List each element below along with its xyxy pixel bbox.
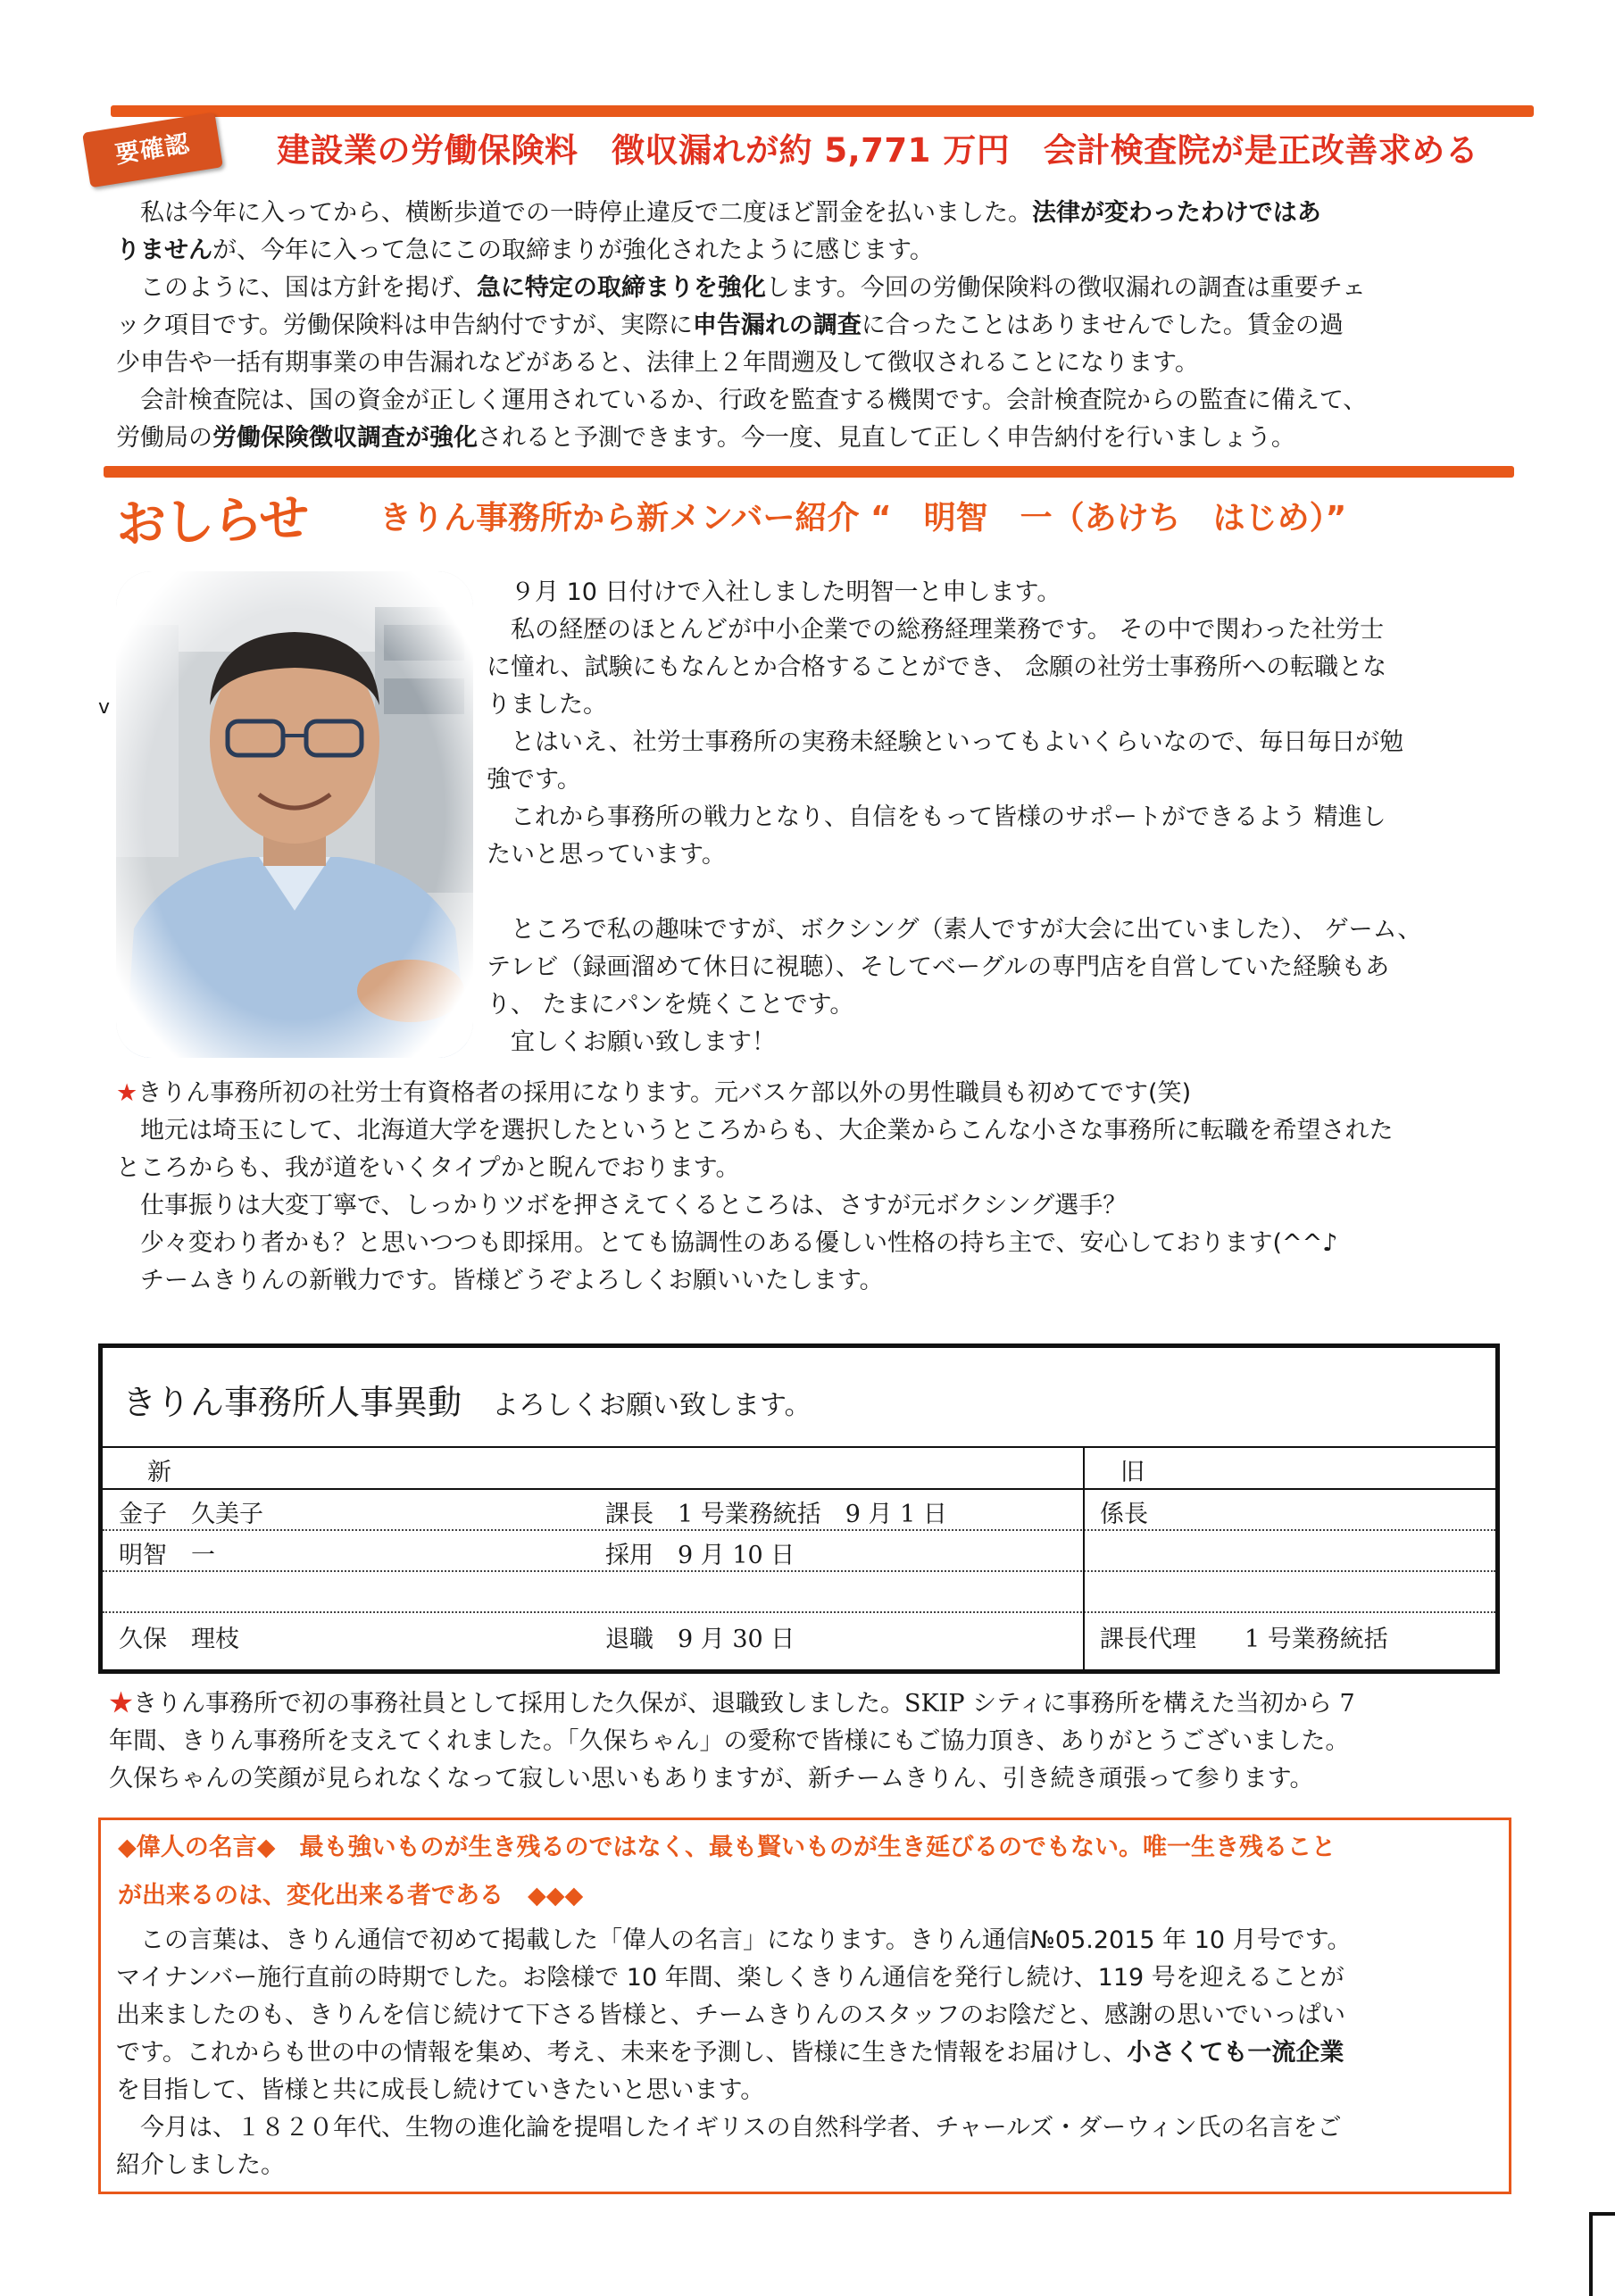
row-name: 明智 一 <box>119 1542 215 1569</box>
page-corner-mark <box>1589 2212 1615 2296</box>
intro-line: 宜しくお願い致します！ <box>487 1028 776 1056</box>
comment-line: 少々変わり者かも？と思いつつも即採用。とても協調性のある優しい性格の持ち主で、安心しております(^^♪ <box>116 1229 1338 1257</box>
intro-line: 強です。 <box>487 766 581 794</box>
personnel-changes-table <box>98 1343 1500 1674</box>
article-line: 私は今年に入ってから、横断歩道での一時停止違反で二度ほど罰金を払いました。法律が変わったわけではあ <box>116 199 1321 227</box>
confirm-tag-label: 要確認 <box>113 129 192 170</box>
quote-line: 出来ましたのも、きりんを信じ続けて下さる皆様と、チームきりんのスタッフのお陰だと、感謝の思いでいっぱい <box>116 2001 1345 2029</box>
article-line: 少申告や一括有期事業の申告漏れなどがあると、法律上２年間遡及して徴収されることになります。 <box>116 349 1199 377</box>
intro-line: ９月 10 日付けで入社しました明智一と申します。 <box>487 578 1061 606</box>
quote-line: 紹介しました。 <box>116 2151 285 2179</box>
comment-line: 地元は埼玉にして、北海道大学を選択したというところからも、大企業からこんな小さな事務所に転職を希望された <box>116 1117 1394 1144</box>
intro-line: ところで私の趣味ですが、ボクシング（素人ですが大会に出ていました）、 ゲーム、 <box>487 916 1422 944</box>
article-line: 労働局の労働保険徴収調査が強化されると予測できます。今一度、見直して正しく申告納付を行いましょう。 <box>116 424 1295 452</box>
quote-body <box>116 1922 1509 2184</box>
row-new-role: 課長 1 号業務統括 9 月 1 日 <box>605 1501 947 1528</box>
intro-line: たいと思っています。 <box>487 841 726 869</box>
insurance-article <box>116 195 1518 457</box>
row-old-role: 係長 <box>1100 1501 1148 1528</box>
quote-heading <box>118 1824 1511 1920</box>
star-icon: ★ <box>109 1690 133 1718</box>
retirement-note <box>109 1685 1519 1798</box>
star-icon: ★ <box>116 1079 138 1107</box>
row-name: 久保 理枝 <box>119 1626 239 1653</box>
quote-line: この言葉は、きりん通信で初めて掲載した「偉人の名言」になります。きりん通信№05.2015 年 10 月号です。 <box>116 1926 1352 1954</box>
intro-line <box>487 874 1522 911</box>
table-title-sub: よろしくお願い致します。 <box>492 1390 812 1421</box>
article-line: ック項目です。労働保険料は申告納付ですが、実際に申告漏れの調査に合ったことはありませんでした。賃金の過 <box>116 312 1344 339</box>
article-line: このように、国は方針を掲げ、急に特定の取締まりを強化します。今回の労働保険料の徴収漏れの調査は重要チェ <box>116 274 1366 302</box>
headline-new-member: きりん事務所から新メンバー紹介 “ 明智 一（あけち はじめ）” <box>379 500 1347 537</box>
article-line: りませんが、今年に入って急にこの取締まりが強化されたように感じます。 <box>116 237 934 264</box>
quote-line: です。これからも世の中の情報を集め、考え、未来を予測し、皆様に生きた情報をお届けし、小さくても一流企業 <box>116 2039 1344 2067</box>
intro-line: り、 たまにパンを焼くことです。 <box>487 991 854 1019</box>
quote-line: マイナンバー施行直前の時期でした。お陰様で 10 年間、楽しくきりん通信を発行し続け、119 号を迎えることが <box>116 1964 1344 1992</box>
intro-line: これから事務所の戦力となり、自信をもって皆様のサポートができるよう 精進し <box>487 803 1386 831</box>
comment-line: 仕事振りは大変丁寧で、しっかりツボを押さえてくるところは、さすが元ボクシング選手？ <box>116 1192 1128 1219</box>
stray-mark: v <box>98 696 111 719</box>
header-new: 新 <box>147 1459 171 1486</box>
article-line: 会計検査院は、国の資金が正しく運用されているか、行政を監査する機関です。会計検査院からの監査に備えて、 <box>116 387 1368 414</box>
confirm-tag <box>82 112 223 188</box>
comment-line: ★きりん事務所初の社労士有資格者の採用になります。元バスケ部以外の男性職員も初めてです(笑) <box>116 1079 1192 1107</box>
quote-heading-line: が出来るのは、変化出来る者である ◆◆◆ <box>118 1882 584 1909</box>
staff-comment <box>116 1075 1527 1300</box>
retire-line: 年間、きりん事務所を支えてくれました。「久保ちゃん」の愛称で皆様にもご協力頂き、ありがとうございました。 <box>109 1727 1350 1755</box>
row-old-role: 課長代理 1 号業務統括 <box>1100 1626 1388 1653</box>
member-photo <box>116 571 473 1058</box>
member-intro <box>487 574 1522 1061</box>
table-title <box>122 1375 812 1424</box>
retire-line: ★きりん事務所で初の事務社員として採用した久保が、退職致しました。SKIP シティに事務所を構えた当初から 7 <box>109 1690 1355 1718</box>
comment-line: ところからも、我が道をいくタイプかと睨んでおります。 <box>116 1154 740 1182</box>
row-name: 金子 久美子 <box>119 1501 263 1528</box>
quote-line: を目指して、皆様と共に成長し続けていきたいと思います。 <box>116 2076 765 2104</box>
table-title-main: きりん事務所人事異動 <box>122 1383 462 1422</box>
intro-line: テレビ（録画溜めて休日に視聴）、そしてベーグルの専門店を自営していた経験もあ <box>487 953 1390 981</box>
comment-line: チームきりんの新戦力です。皆様どうぞよろしくお願いいたします。 <box>116 1267 884 1294</box>
quote-heading-line: ◆偉人の名言◆ 最も強いものが生き残るのではなく、最も賢いものが生き延びるのでもない。唯一生き残ること <box>118 1834 1336 1861</box>
top-accent-bar <box>111 105 1534 117</box>
notice-accent-bar <box>104 466 1514 478</box>
intro-line: 私の経歴のほとんどが中小企業での総務経理業務です。 その中で関わった社労士 <box>487 616 1385 644</box>
intro-line: に憧れ、試験にもなんとか合格することができ、 念願の社労士事務所への転職とな <box>487 653 1387 681</box>
notice-logo: おしらせ <box>115 489 309 554</box>
row-new-role: 採用 9 月 10 日 <box>605 1542 795 1569</box>
headline-insurance: 建設業の労働保険料 徴収漏れが約 5,771 万円 会計検査院が是正改善求める <box>277 131 1479 170</box>
row-new-role: 退職 9 月 30 日 <box>605 1626 795 1653</box>
intro-line: とはいえ、社労士事務所の実務未経験といってもよいくらいなので、毎日毎日が勉 <box>487 728 1404 756</box>
retire-line: 久保ちゃんの笑顔が見られなくなって寂しい思いもありますが、新チームきりん、引き続き頑張って参ります。 <box>109 1765 1314 1793</box>
intro-line: りました。 <box>487 691 607 719</box>
header-old: 旧 <box>1120 1459 1145 1486</box>
quote-line: 今月は、１８２０年代、生物の進化論を提唱したイギリスの自然科学者、チャールズ・ダーウィン氏の名言をご <box>116 2114 1342 2142</box>
